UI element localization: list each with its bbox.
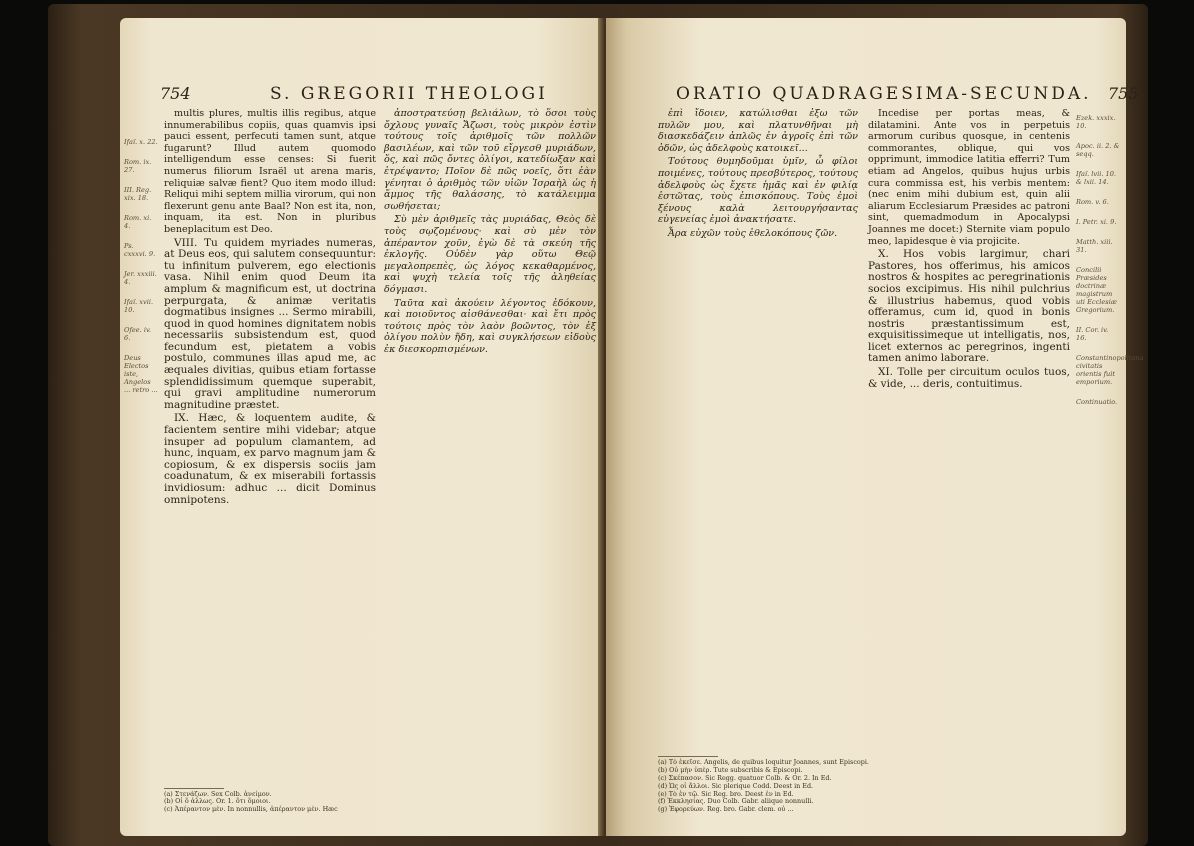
- latin-paragraph-xi: XI. Tolle per circuitum oculos tuos, & vide, ... deris, contuitimus.: [868, 366, 1070, 390]
- margin-note: Constantinopolitana civitatis orientis fuit emporium.: [1076, 354, 1144, 386]
- footnote: (a) Τὸ ἐκεῖσε. Angelis, de quibus loquitur Joannes, sunt Episcopi.: [658, 758, 869, 767]
- left-latin-column: [164, 108, 376, 508]
- right-margin-notes: [1076, 114, 1144, 418]
- greek-paragraph: ἐπὶ ἴδοιεν, κατώλισθαι ἐξω τῶν πυλῶν μου, καὶ πλατυνθῆναι μὴ διασκεδάζειν ἁπλῶς ἐν ἀγροῖς ἐπὶ τῶν ὁδῶν, ὡς ἀδελφοὺς κατοικεῖ...: [658, 108, 858, 154]
- margin-note: Continuatio.: [1076, 398, 1118, 406]
- footnote: (e) Τὸ ἐν τῷ. Sic Reg. bro. Deest ἐν in Ed.: [658, 789, 794, 798]
- greek-paragraph-12: Ἆρα εὐχῶν τοὺς ἐθελοκόπους ζῶν.: [668, 227, 838, 239]
- latin-paragraph-viii: VIII. Tu quidem myriades numeras, at Deus eos, qui salutem consequuntur: tu infinitum pulverem, ego electionis vasa. Nihil enim quod Deum ita amplum & magnificum est, ut doctrina perpurgata, & animæ veritatis dogmatibus insignes ... Sermo mirabili, quod in quod homines dignitatem nobis necessariis subsistendum est, quod fecundum est, pietatem a vobis postulo, communes illas apud me, ac æquales divitias, quibus etiam fortasse splendidissimum quemque superabit, qui gravi amplitudine numerorum magnitudine præstet.: [164, 236, 376, 411]
- left-running-title: S. GREGORII THEOLOGI: [270, 84, 548, 104]
- latin-paragraph: multis plures, multis illis regibus, atque innumerabilibus copiis, quas quamvis ipsi pauci essent, perfecuti tamen sunt, atque fugarunt? Illud autem quomodo intelligendum esse censes: Si fuerit numerus filiorum Israël ut arena maris, reliquiæ salvæ fient? Quo item modo illud: Reliqui mihi septem millia virorum, qui non flexerunt genu ante Baal? Non est ita, non, inquam, ita est. Non in pluribus beneplacitum est Deo.: [164, 108, 376, 235]
- latin-paragraph: Incedise per portas meas, & dilatamini. Ante vos in perpetuis armorum curibus quosque, in centenis commorantes, oblique, qui vos opprimunt, immodice latitia efferri? Tum etiam ad Angelos, quibus hujus urbis cura commissa est, his verbis mentem: (nec enim mihi dubium est, quin alii aliarum Ecclesiarum Præsides ac patroni sint, quemadmodum in Apocalypsi Joannes me docet:) Sternite viam populo meo, lapidesque è via projicite.: [868, 108, 1070, 247]
- footnote: (c) Σκέπασον. Sic Regg. quatuor Colb. & Or. 2. In Ed.: [658, 774, 832, 783]
- right-page-number: 755: [1108, 84, 1139, 103]
- margin-note: I. Petr. xi. 9.: [1076, 218, 1117, 226]
- margin-note: Ps. cxxxvi. 9.: [124, 242, 156, 258]
- right-greek-column: [658, 108, 858, 242]
- right-latin-column: [868, 108, 1070, 392]
- margin-note: Ifaï. lvii. 10. & lxii. 14.: [1076, 170, 1117, 186]
- greek-paragraph-11: Τούτους θυμηδοῦμαι ὑμῖν, ὦ φίλοι ποιμένες, τούτους πρεσβύτερος, τούτους ἀδελφοὺς ὡς ἔχετε ἡμᾶς καὶ ἐν φιλίᾳ ἑστῶτας, τοὺς ἐπισκόπους. Τοὺς ἐμοὶ ξένους καλὰ λειτουργήσαντας εὐγενείας ἐμοὶ ἀνακτήσατε.: [658, 156, 858, 226]
- margin-note: Deus Electos iste, Angelos ... retro ...: [124, 354, 158, 394]
- margin-note: Ifaï. x. 22.: [124, 138, 158, 146]
- margin-note: II. Cor. iv. 16.: [1076, 326, 1109, 342]
- greek-paragraph-9: Σὺ μὲν ἀριθμεῖς τὰς μυριάδας, Θεὸς δὲ τοὺς σῳζομένους· καὶ σὺ μὲν τὸν ἀπέραντον χοῦν, ἐγὼ δὲ τὰ σκεύη τῆς ἐκλογῆς. Οὐδὲν γὰρ οὕτω Θεῷ μεγαλοπρεπὲς, ὡς λόγος κεκαθαρμένος, καὶ ψυχὴ τελεία τοῖς τῆς ἀληθείας δόγμασι.: [384, 214, 596, 295]
- left-page-number: 754: [160, 84, 191, 103]
- margin-note: Rom. ix. 27.: [124, 158, 152, 174]
- footnote: (c) Ἀπέραντον μὲν. In nonnullis, ἀπέραντον μὲν. Hæc: [164, 805, 338, 814]
- margin-note: Ezek. xxxix. 10.: [1076, 114, 1116, 130]
- margin-note: Matth. xiii. 31.: [1076, 238, 1113, 254]
- margin-note: III. Reg. xix. 18.: [124, 186, 152, 202]
- margin-note: Rom. xi. 4.: [124, 214, 152, 230]
- margin-note: Apoc. ii. 2. & seqq.: [1076, 142, 1120, 158]
- footnote: (g) Ἐφορεύων. Reg. bro. Gabr. clem. οὐ ...: [658, 805, 794, 814]
- footnote: (f) Ἐκκλησίας. Duo Colb. Gabr. aliique nonnulli.: [658, 797, 814, 806]
- greek-paragraph-10: Ταῦτα καὶ ἀκούειν λέγοντος ἐδόκουν, καὶ ποιοῦντος αἰσθάνεσθαι· καὶ ἔτι πρὸς τούτοις πρὸς τὸν λαὸν βοῶντος, τὸν ἐξ ὀλίγου πολὺν ἤδη, καὶ συγκλήσεων εἰδοὺς ἐκ διεσκορπισμένων.: [384, 297, 596, 355]
- latin-paragraph-ix: IX. Hæc, & loquentem audite, & facientem sentire mihi videbar; atque insuper ad populum clamantem, ad hunc, inquam, ex parvo magnum jam & copiosum, & ex dispersis sociis jam coadunatum, & ex miserabili fortassis invidiosum: adhuc ... dicit Dominus omnipotens.: [164, 412, 376, 506]
- footnote: (b) Οἱ ὅ ἀλλως. Or. 1. ὅτι ὅμοιοι.: [164, 797, 271, 806]
- margin-note: Ofee. iv. 6.: [124, 326, 151, 342]
- margin-note: Concilii Præsides doctrinæ magistrum uti Ecclesiæ Gregorium.: [1076, 266, 1118, 314]
- margin-note: Jer. xxxiii. 4.: [124, 270, 157, 286]
- footnote: (a) Στενάζων. Sex Colb. ἀνείμον.: [164, 789, 272, 798]
- margin-note: Ifaï. xvii. 10.: [124, 298, 154, 314]
- right-footnotes: [658, 756, 1070, 814]
- left-page: [120, 18, 640, 836]
- greek-paragraph: ἀποστρατεύσῃ βελιάλων, τὸ ὅσοι τοὺς ὄχλους γυναῖς Ἄζωσι, τοὺς μικρὸν ἐστὶν τούτους τοῖς ἀριθμοῖς τῶν πολλῶν βασιλέων, καὶ τῶν τοῦ εἴργεσθ μυριάδων, ὅς, καὶ πῶς ὄντες ὀλίγοι, κατεδίωξαν καὶ ἐτρέψαντο; Ποῖον δὲ πῶς νοεῖς, ὅτι ἐὰν γένηται ὁ ἀριθμὸς τῶν υἱῶν Ἰσραὴλ ὡς ἡ ἄμμος τῆς θαλάσσης, τὸ κατάλειμμα σωθήσεται;: [384, 108, 596, 212]
- right-page: [606, 18, 1144, 836]
- footnote: (d) Ὡς οἱ ἄλλοι. Sic plerique Codd. Deest in Ed.: [658, 781, 814, 790]
- margin-note: Rom. v. 6.: [1076, 198, 1109, 206]
- left-margin-notes: [124, 138, 158, 406]
- latin-paragraph-x: X. Hos vobis largimur, chari Pastores, hos offerimus, his amicos nostros & hospites ac peregrinationis socios excipimus. His nihil pulchrius & illustrius habemus, quod vobis offeramus, cum id, quod in bonis nostris præstantissimum est, exquisitissimeque ut intelligatis, nos, licet externos ac peregrinos, ingenti tamen animo laborare.: [868, 248, 1070, 365]
- left-footnotes: [164, 788, 596, 814]
- right-running-title: ORATIO QUADRAGESIMA-SECUNDA.: [676, 84, 1092, 104]
- footnote: (b) Οὐ μὴν ὑπὲρ. Tute subscribis & Episcopi.: [658, 766, 803, 775]
- left-greek-column: [384, 108, 596, 357]
